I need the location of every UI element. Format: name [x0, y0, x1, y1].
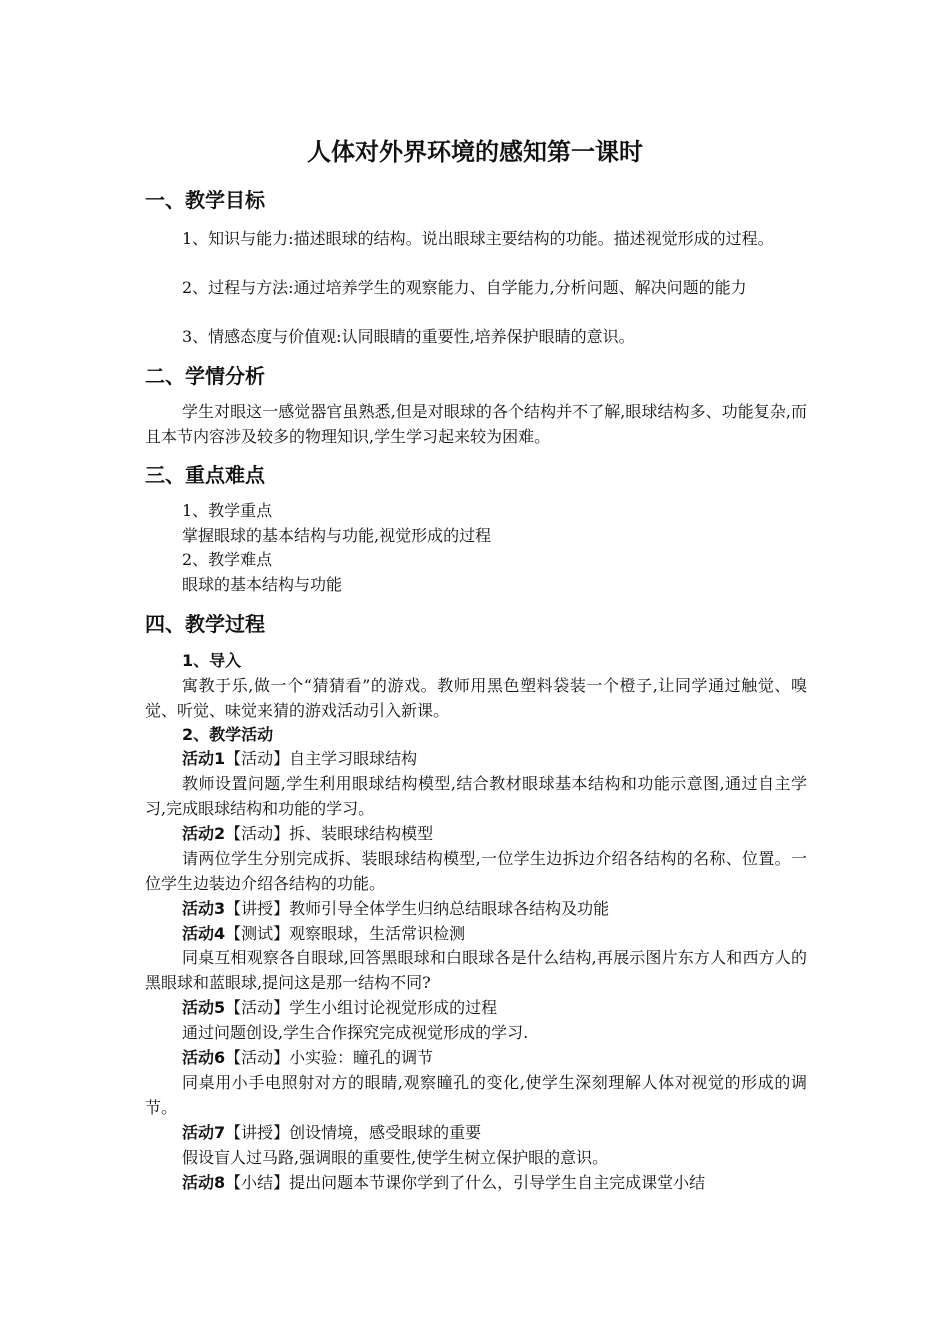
activity-title: 提出问题本节课你学到了什么，引导学生自主完成课堂小结 — [289, 1173, 706, 1192]
activity-heading — [145, 1171, 807, 1196]
activity-tag: 【活动】 — [225, 1048, 290, 1067]
objective-item: 2、过程与方法:通过培养学生的观察能力、自学能力,分析问题、解决问题的能力 — [182, 278, 747, 297]
activity-number: 活动5 — [182, 998, 226, 1017]
activity-tag: 【小结】 — [225, 1173, 290, 1192]
activity-number: 活动4 — [182, 924, 226, 943]
section-heading-objectives: 一、教学目标 — [145, 188, 265, 212]
activity-number: 活动2 — [182, 824, 226, 843]
activity-tag: 【活动】 — [225, 824, 290, 843]
activity-description: 请两位学生分别完成拆、装眼球结构模型,一位学生边拆边介绍各结构的名称、位置。一位学生边装边介绍各结构的功能。 — [145, 849, 807, 893]
activity-tag: 【测试】 — [225, 924, 290, 943]
intro-paragraph: 寓教于乐,做一个“猜猜看”的游戏。教师用黑色塑料袋装一个橙子,让同学通过触觉、嗅觉、听觉、味觉来猜的游戏活动引入新课。 — [145, 676, 807, 720]
section-heading-analysis: 二、学情分析 — [145, 364, 265, 388]
activity-number: 活动6 — [182, 1048, 226, 1067]
activity-description: 同桌互相观察各自眼球,回答黑眼球和白眼球各是什么结构,再展示图片东方人和西方人的黑眼球和蓝眼球,提问这是那一结构不同? — [145, 948, 807, 992]
activity-tag: 【活动】 — [225, 998, 290, 1017]
section-heading-process: 四、教学过程 — [145, 612, 265, 636]
activity-title: 拆、装眼球结构模型 — [289, 824, 434, 843]
activity-heading — [182, 822, 433, 847]
activity-number: 活动1 — [182, 749, 226, 768]
activity-heading — [182, 1121, 481, 1146]
activity-number: 活动3 — [182, 899, 226, 918]
difficulty-text: 眼球的基本结构与功能 — [182, 575, 343, 594]
activity-description: 通过问题创设,学生合作探究完成视觉形成的学习. — [182, 1023, 529, 1042]
activity-tag: 【讲授】 — [225, 1123, 290, 1142]
document-title: 人体对外界环境的感知第一课时 — [307, 138, 643, 166]
activity-title: 自主学习眼球结构 — [289, 749, 418, 768]
key-point-label: 1、教学重点 — [182, 501, 273, 520]
activity-title: 创设情境，感受眼球的重要 — [289, 1123, 482, 1142]
analysis-paragraph: 学生对眼这一感觉器官虽熟悉,但是对眼球的各个结构并不了解,眼球结构多、功能复杂,而且本节内容涉及较多的物理知识,学生学习起来较为困难。 — [145, 402, 807, 446]
activity-title: 小实验：瞳孔的调节 — [289, 1048, 434, 1067]
difficulty-label: 2、教学难点 — [182, 550, 273, 569]
activity-title: 学生小组讨论视觉形成的过程 — [289, 998, 498, 1017]
intro-label: 1、导入 — [182, 651, 242, 670]
activity-title: 观察眼球，生活常识检测 — [289, 924, 466, 943]
activity-number: 活动8 — [182, 1173, 226, 1192]
activity-heading — [182, 897, 609, 922]
activities-label: 2、教学活动 — [182, 725, 274, 744]
activity-description: 教师设置问题,学生利用眼球结构模型,结合教材眼球基本结构和功能示意图,通过自主学习,完成眼球结构和功能的学习。 — [145, 774, 807, 818]
activity-heading — [182, 747, 417, 772]
key-point-text: 掌握眼球的基本结构与功能,视觉形成的过程 — [182, 526, 492, 545]
activity-tag: 【讲授】 — [225, 899, 290, 918]
objective-item: 3、情感态度与价值观:认同眼睛的重要性,培养保护眼睛的意识。 — [182, 327, 635, 346]
activity-tag: 【活动】 — [225, 749, 290, 768]
activity-heading — [182, 1046, 433, 1071]
objective-item: 1、知识与能力:描述眼球的结构。说出眼球主要结构的功能。描述视觉形成的过程。 — [182, 229, 774, 248]
activity-heading — [182, 922, 465, 947]
section-heading-key-points: 三、重点难点 — [145, 463, 265, 487]
activity-number: 活动7 — [182, 1123, 226, 1142]
activity-title: 教师引导全体学生归纳总结眼球各结构及功能 — [289, 899, 610, 918]
activity-description: 同桌用小手电照射对方的眼睛,观察瞳孔的变化,使学生深刻理解人体对视觉的形成的调节。 — [145, 1073, 807, 1117]
activity-description: 假设盲人过马路,强调眼的重要性,使学生树立保护眼的意识。 — [182, 1148, 609, 1167]
activity-heading — [182, 996, 497, 1021]
